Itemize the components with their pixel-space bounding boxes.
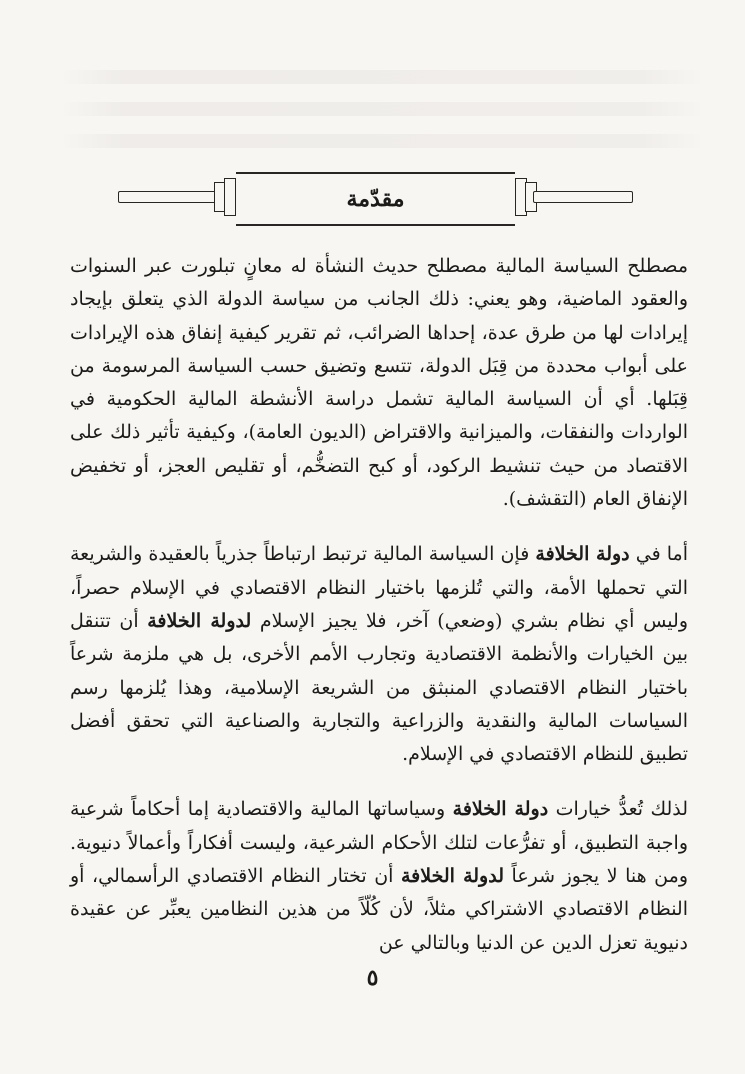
bold-term: دولة الخلافة: [452, 798, 549, 821]
bold-term: لدولة الخلافة: [401, 865, 504, 888]
text-segment: مصطلح السياسة المالية مصطلح حديث النشأة له معانٍ تبلورت عبر السنوات والعقود الماضية، وهو يعني: ذلك الجانب من سياسة الدولة الذي يتعلق بإيجاد إيرادات لها من طرق عدة، إحداها الضرائب، ثم تقرير كيفية إنفاق هذه الإيرادات على أبواب محددة من قِبَل الدولة، تتسع وتضيق حسب السياسة المرسومة من قِبَلها. أي أن السياسة المالية تشمل دراسة الأنشطة المالية الحكومية في الواردات والنفقات، والميزانية والاقتراض (الديون العامة)، وكيفية تأثير ذلك على الاقتصاد من حيث تنشيط الركود، أو كبح التضخُّم، أو تقليص العجز، أو تخفيض الإنفاق العام (التقشف).: [70, 255, 688, 511]
bold-term: دولة الخلافة: [535, 543, 630, 566]
text-segment: فإن السياسة المالية ترتبط ارتباطاً جذرياً بالعقيدة والشريعة التي تحملها الأمة، والتي تُلزمها باختيار النظام الاقتصادي في الإسلام حصراً، وليس أي نظام بشري (وضعي) آخر، فلا يجيز الإسلام: [70, 543, 688, 632]
paragraph: [70, 793, 688, 959]
scroll-cap: [224, 178, 236, 216]
scroll-rod-right: [533, 191, 633, 203]
text-segment: أما في: [629, 543, 689, 566]
show-through-line: [60, 134, 705, 148]
paragraph: [70, 538, 688, 771]
bold-term: لدولة الخلافة: [147, 609, 252, 632]
text-segment: وسياساتها المالية والاقتصادية إما أحكاماً شرعية واجبة التطبيق، أو تفرُّعات لتلك الأحكام الشرعية، وليست أفكاراً وأعمالاً دنيوية. ومن هنا لا يجوز شرعاً: [70, 798, 689, 888]
scroll-banner: [236, 172, 515, 226]
chapter-heading-ornament: [118, 170, 633, 228]
chapter-title: مقدّمة: [346, 186, 405, 212]
text-segment: أن تختار النظام الاقتصادي الرأسمالي، أو النظام الاقتصادي الاشتراكي مثلاً، لأن كُلّاً من هذين النظامين يعبِّر عن عقيدة دنيوية تعزل الدين عن الدنيا وبالتالي عن: [70, 865, 688, 954]
show-through-line: [60, 70, 705, 84]
paragraph: [70, 250, 688, 516]
text-segment: لذلك تُعدُّ خيارات: [548, 798, 689, 821]
text-segment: أن تتنقل بين الخيارات والأنظمة الاقتصادية وتجارب الأمم الأخرى، بل هي ملزمة شرعاً باختيار النظام الاقتصادي المنبثق من الشريعة الإسلامية، وهذا يُلزمها رسم السياسات المالية والنقدية والزراعية والتجارية والصناعية التي تحقق أفضل تطبيق للنظام الاقتصادي في الإسلام.: [70, 609, 688, 766]
body-text: [70, 250, 688, 960]
show-through-line: [60, 102, 705, 116]
page-number: ٥: [366, 965, 379, 991]
scroll-rod-left: [118, 191, 218, 203]
